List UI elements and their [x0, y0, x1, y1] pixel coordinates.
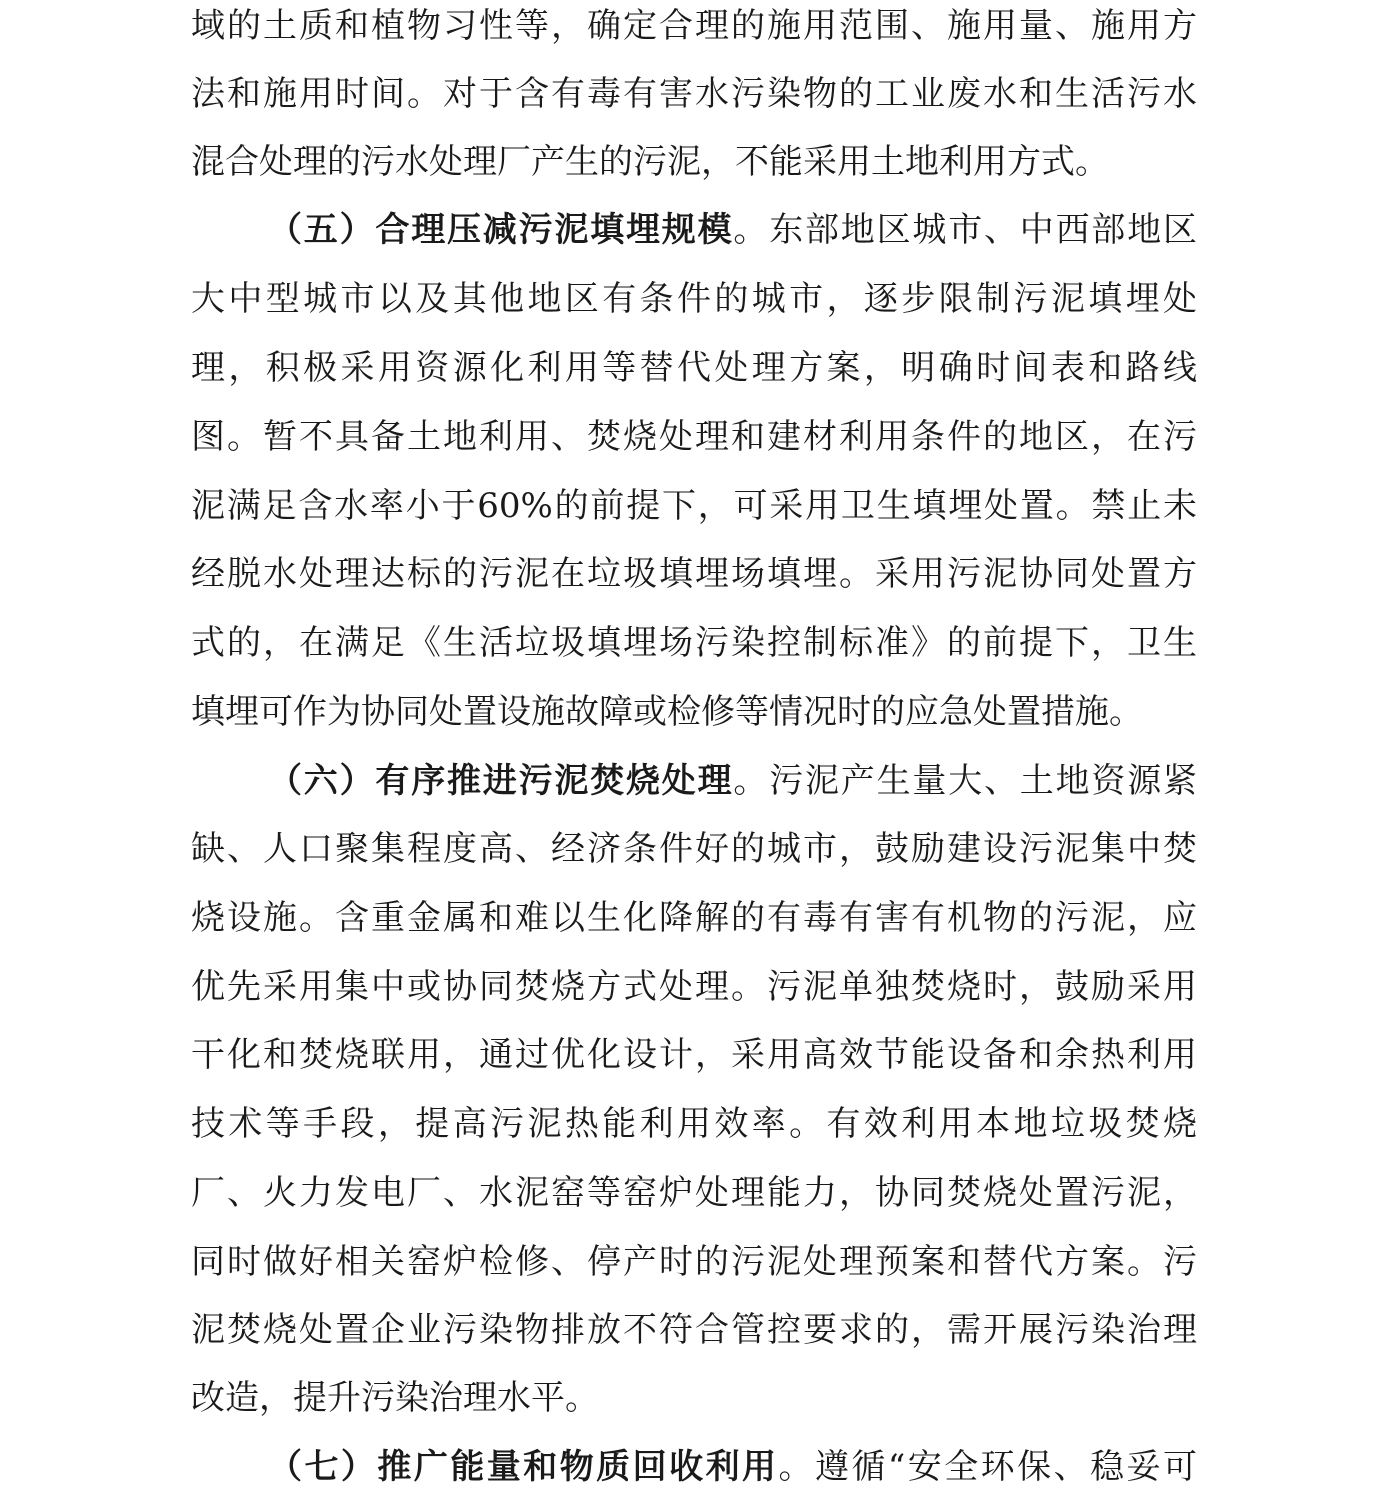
text-line: 缺、人口聚集程度高、经济条件好的城市，鼓励建设污泥集中焚	[191, 829, 1197, 869]
section-heading: （六）有序推进污泥焚烧处理	[268, 761, 734, 801]
text-line: 图。暂不具备土地利用、焚烧处理和建材利用条件的地区，在污	[191, 417, 1197, 457]
text-line: 泥满足含水率小于60%的前提下，可采用卫生填埋处置。禁止未	[191, 486, 1197, 526]
text-line: 优先采用集中或协同焚烧方式处理。污泥单独焚烧时，鼓励采用	[191, 967, 1197, 1007]
text-line: 同时做好相关窑炉检修、停产时的污泥处理预案和替代方案。污	[191, 1242, 1197, 1282]
text-line: 技术等手段，提高污泥热能利用效率。有效利用本地垃圾焚烧	[191, 1104, 1197, 1144]
text-line: 厂、火力发电厂、水泥窑等窑炉处理能力，协同焚烧处置污泥，	[191, 1173, 1197, 1213]
heading-line-rest: 。污泥产生量大、土地资源紧	[733, 761, 1197, 801]
text-line: 经脱水处理达标的污泥在垃圾填埋场填埋。采用污泥协同处置方	[191, 554, 1197, 594]
text-line: 烧设施。含重金属和难以生化降解的有毒有害有机物的污泥，应	[191, 898, 1197, 938]
text-line: 式的，在满足《生活垃圾填埋场污染控制标准》的前提下，卫生	[191, 623, 1197, 663]
text-line: 干化和焚烧联用，通过优化设计，采用高效节能设备和余热利用	[191, 1035, 1197, 1075]
heading-line-rest: 。东部地区城市、中西部地区	[733, 210, 1197, 250]
paragraph-first-line	[268, 196, 1197, 264]
text-line: 域的土质和植物习性等，确定合理的施用范围、施用量、施用方	[191, 6, 1197, 46]
heading-line-rest: 。遵循“安全环保、稳妥可	[778, 1447, 1197, 1487]
text-line: 理，积极采用资源化利用等替代处理方案，明确时间表和路线	[191, 348, 1197, 388]
text-line: 大中型城市以及其他地区有条件的城市，逐步限制污泥填埋处	[191, 279, 1197, 319]
paragraph-first-line	[268, 1433, 1197, 1501]
section-heading: （七）推广能量和物质回收利用	[268, 1447, 779, 1487]
section-heading: （五）合理压减污泥填埋规模	[268, 210, 734, 250]
text-line: 泥焚烧处置企业污染物排放不符合管控要求的，需开展污染治理	[191, 1310, 1197, 1350]
text-line: 法和施用时间。对于含有毒有害水污染物的工业废水和生活污水	[191, 74, 1197, 114]
text-line: 填埋可作为协同处置设施故障或检修等情况时的应急处置措施。	[191, 692, 1143, 732]
paragraph-first-line	[268, 747, 1197, 815]
text-line: 混合处理的污水处理厂产生的污泥，不能采用土地利用方式。	[191, 142, 1109, 182]
text-line: 改造，提升污染治理水平。	[191, 1378, 599, 1418]
